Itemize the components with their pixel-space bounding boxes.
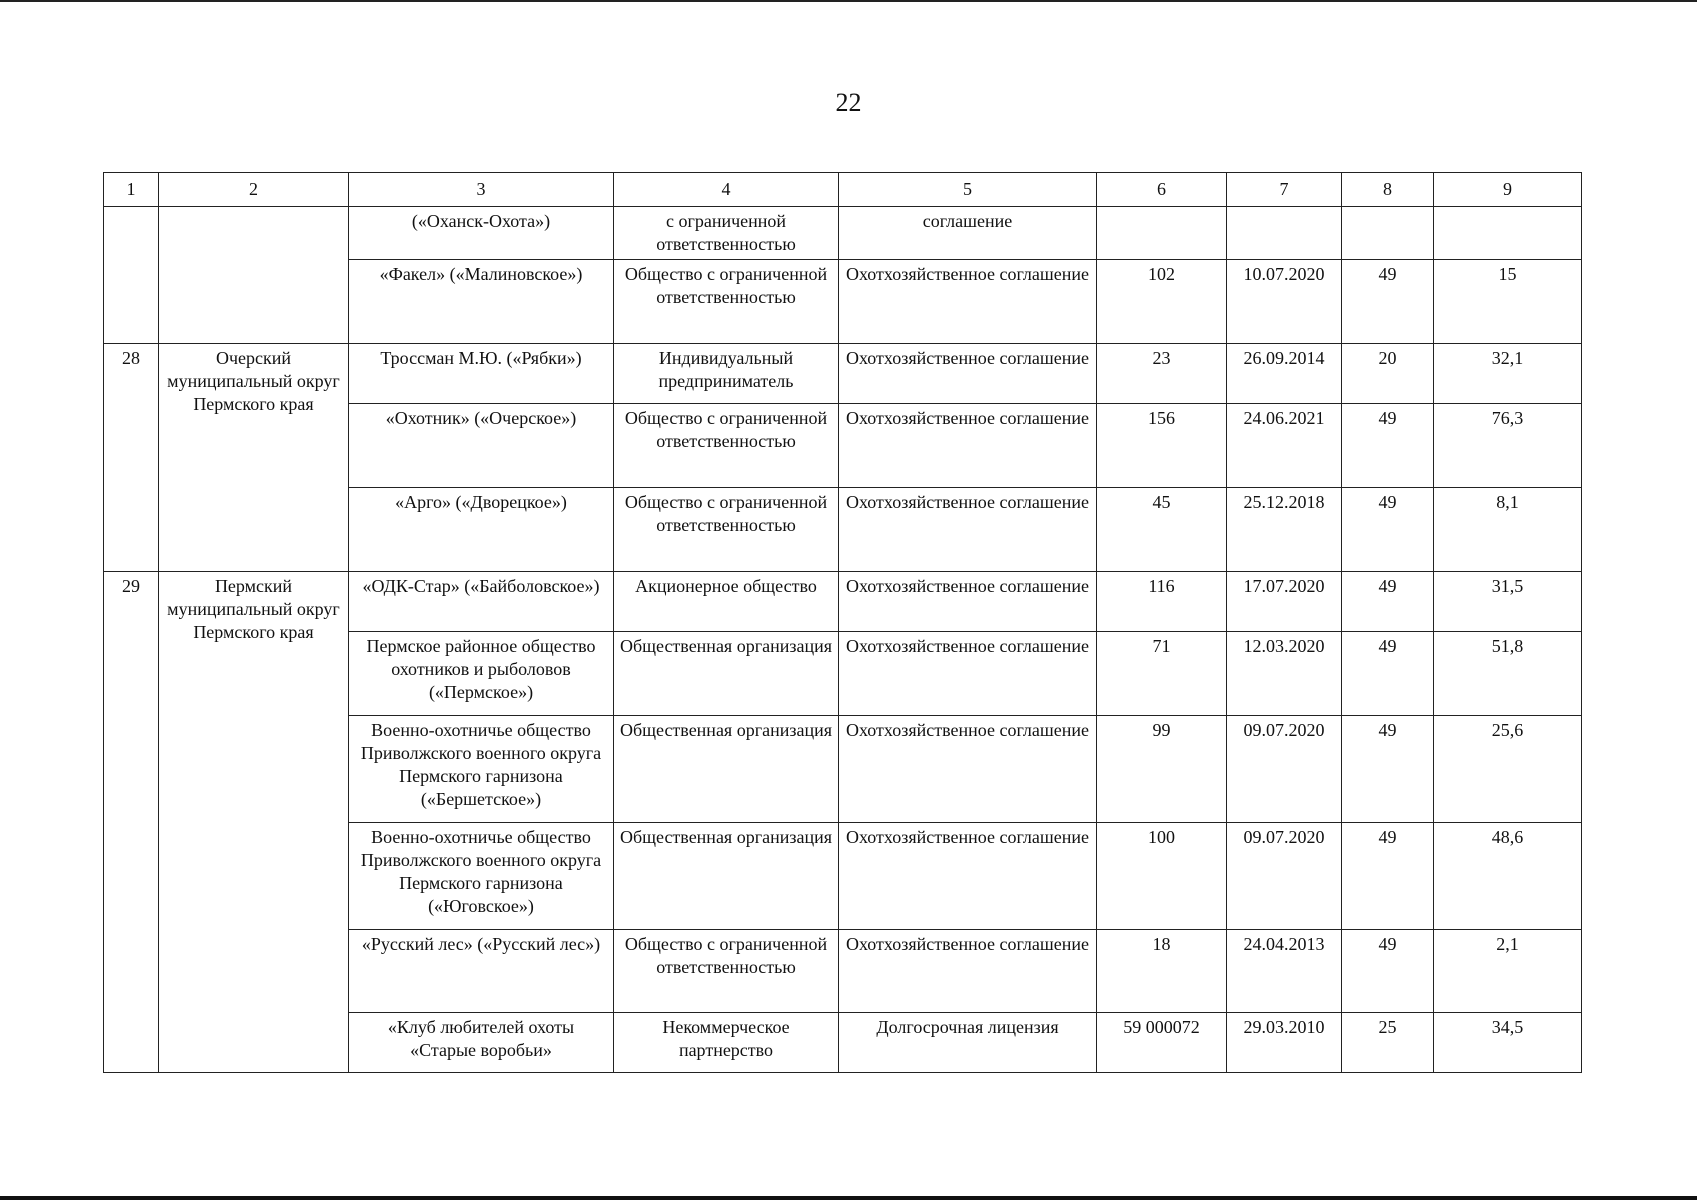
document-date-cell: 09.07.2020 <box>1227 716 1342 823</box>
area-cell: 51,8 <box>1434 632 1582 716</box>
document-date-cell: 29.03.2010 <box>1227 1013 1342 1073</box>
document-type-cell: соглашение <box>839 207 1097 260</box>
user-name-cell: «Русский лес» («Русский лес») <box>349 930 614 1013</box>
column-number-2: 2 <box>159 173 349 207</box>
term-cell: 49 <box>1342 260 1434 344</box>
column-number-9: 9 <box>1434 173 1582 207</box>
user-name-cell: «Клуб любителей охоты «Старые воробьи» <box>349 1013 614 1073</box>
user-name-cell: «ОДК-Стар» («Байболовское») <box>349 572 614 632</box>
document-date-cell: 26.09.2014 <box>1227 344 1342 404</box>
user-name-cell: («Оханск-Охота») <box>349 207 614 260</box>
area-cell: 25,6 <box>1434 716 1582 823</box>
legal-form-cell: Общественная организация <box>614 823 839 930</box>
hunting-grounds-table <box>103 172 1582 1073</box>
area-cell: 31,5 <box>1434 572 1582 632</box>
term-cell: 49 <box>1342 572 1434 632</box>
term-cell <box>1342 207 1434 260</box>
document-date-cell: 25.12.2018 <box>1227 488 1342 572</box>
document-date-cell: 10.07.2020 <box>1227 260 1342 344</box>
area-cell <box>1434 207 1582 260</box>
area-cell: 2,1 <box>1434 930 1582 1013</box>
term-cell: 49 <box>1342 488 1434 572</box>
legal-form-cell: Общество с ограниченной ответственностью <box>614 488 839 572</box>
user-name-cell: «Охотник» («Очерское») <box>349 404 614 488</box>
document-type-cell: Охотхозяйственное соглашение <box>839 716 1097 823</box>
document-date-cell: 09.07.2020 <box>1227 823 1342 930</box>
area-cell: 34,5 <box>1434 1013 1582 1073</box>
term-cell: 20 <box>1342 344 1434 404</box>
area-cell: 48,6 <box>1434 823 1582 930</box>
district-cell: Очерский муниципальный округ Пермского края <box>159 344 349 572</box>
document-date-cell: 24.04.2013 <box>1227 930 1342 1013</box>
document-type-cell: Долгосрочная лицензия <box>839 1013 1097 1073</box>
legal-form-cell: Общество с ограниченной ответственностью <box>614 930 839 1013</box>
district-cell <box>159 207 349 344</box>
document-date-cell <box>1227 207 1342 260</box>
term-cell: 25 <box>1342 1013 1434 1073</box>
document-number-cell: 23 <box>1097 344 1227 404</box>
document-type-cell: Охотхозяйственное соглашение <box>839 632 1097 716</box>
column-number-1: 1 <box>104 173 159 207</box>
document-type-cell: Охотхозяйственное соглашение <box>839 823 1097 930</box>
document-number-cell: 102 <box>1097 260 1227 344</box>
document-number-cell: 59 000072 <box>1097 1013 1227 1073</box>
document-number-cell: 99 <box>1097 716 1227 823</box>
legal-form-cell: Общество с ограниченной ответственностью <box>614 404 839 488</box>
column-number-4: 4 <box>614 173 839 207</box>
document-number-cell: 156 <box>1097 404 1227 488</box>
document-type-cell: Охотхозяйственное соглашение <box>839 344 1097 404</box>
area-cell: 76,3 <box>1434 404 1582 488</box>
document-number-cell: 45 <box>1097 488 1227 572</box>
document-number-cell: 18 <box>1097 930 1227 1013</box>
document-number-cell: 71 <box>1097 632 1227 716</box>
table-row <box>104 207 1582 260</box>
user-name-cell: Военно-охотничье общество Приволжского военного округа Пермского гарнизона («Бершетское») <box>349 716 614 823</box>
legal-form-cell: Общество с ограниченной ответственностью <box>614 260 839 344</box>
term-cell: 49 <box>1342 716 1434 823</box>
area-cell: 8,1 <box>1434 488 1582 572</box>
user-name-cell: Троссман М.Ю. («Рябки») <box>349 344 614 404</box>
term-cell: 49 <box>1342 930 1434 1013</box>
legal-form-cell: Общественная организация <box>614 632 839 716</box>
user-name-cell: «Факел» («Малиновское») <box>349 260 614 344</box>
table-row <box>104 344 1582 404</box>
column-number-8: 8 <box>1342 173 1434 207</box>
document-type-cell: Охотхозяйственное соглашение <box>839 404 1097 488</box>
column-number-5: 5 <box>839 173 1097 207</box>
legal-form-cell: Общественная организация <box>614 716 839 823</box>
legal-form-cell: Некоммерческое партнерство <box>614 1013 839 1073</box>
column-number-7: 7 <box>1227 173 1342 207</box>
district-cell: Пермский муниципальный округ Пермского края <box>159 572 349 1073</box>
area-cell: 32,1 <box>1434 344 1582 404</box>
row-number-cell <box>104 207 159 344</box>
term-cell: 49 <box>1342 632 1434 716</box>
row-number-cell: 29 <box>104 572 159 1073</box>
column-number-3: 3 <box>349 173 614 207</box>
document-type-cell: Охотхозяйственное соглашение <box>839 572 1097 632</box>
scan-bottom-edge <box>0 1196 1697 1200</box>
legal-form-cell: Индивидуальный предприниматель <box>614 344 839 404</box>
document-date-cell: 24.06.2021 <box>1227 404 1342 488</box>
column-number-6: 6 <box>1097 173 1227 207</box>
row-number-cell: 28 <box>104 344 159 572</box>
legal-form-cell: Акционерное общество <box>614 572 839 632</box>
legal-form-cell: с ограниченной ответственностью <box>614 207 839 260</box>
document-number-cell: 100 <box>1097 823 1227 930</box>
term-cell: 49 <box>1342 404 1434 488</box>
document-type-cell: Охотхозяйственное соглашение <box>839 488 1097 572</box>
user-name-cell: Пермское районное общество охотников и рыболовов («Пермское») <box>349 632 614 716</box>
user-name-cell: «Арго» («Дворецкое») <box>349 488 614 572</box>
document-number-cell: 116 <box>1097 572 1227 632</box>
user-name-cell: Военно-охотничье общество Приволжского военного округа Пермского гарнизона («Юговское») <box>349 823 614 930</box>
table-header-row <box>104 173 1582 207</box>
document-number-cell <box>1097 207 1227 260</box>
term-cell: 49 <box>1342 823 1434 930</box>
area-cell: 15 <box>1434 260 1582 344</box>
document-date-cell: 12.03.2020 <box>1227 632 1342 716</box>
page-number: 22 <box>835 88 862 117</box>
document-date-cell: 17.07.2020 <box>1227 572 1342 632</box>
scan-top-edge <box>0 0 1697 2</box>
table-row <box>104 572 1582 632</box>
document-type-cell: Охотхозяйственное соглашение <box>839 930 1097 1013</box>
document-type-cell: Охотхозяйственное соглашение <box>839 260 1097 344</box>
